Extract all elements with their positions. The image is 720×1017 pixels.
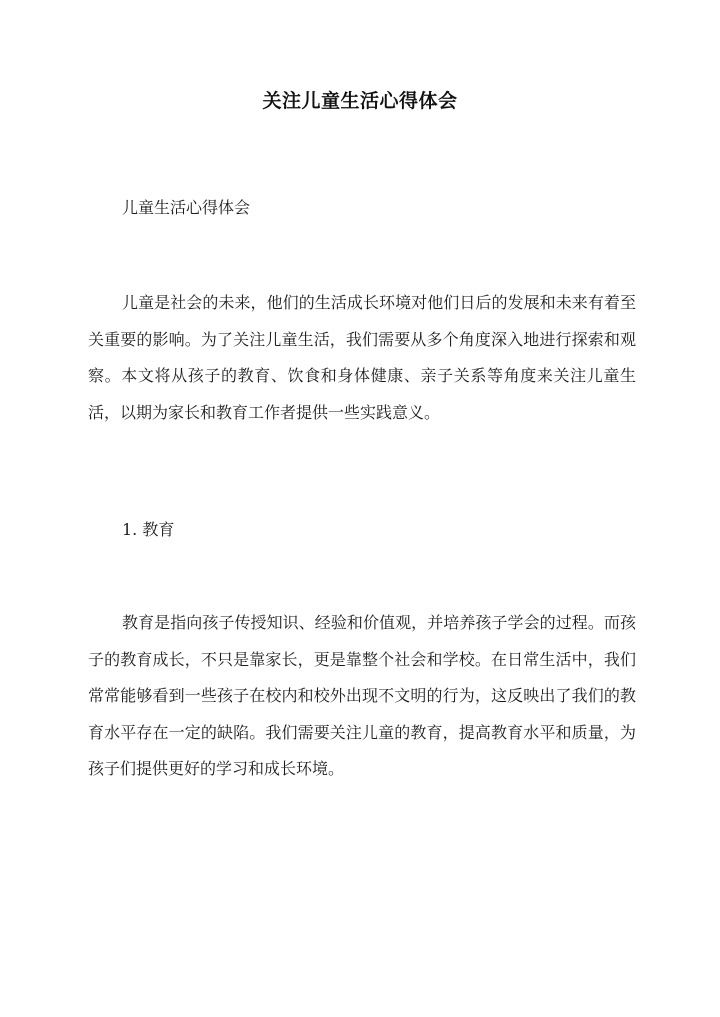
document-subtitle: 儿童生活心得体会 xyxy=(122,198,251,217)
education-paragraph: 教育是指向孩子传授知识、经验和价值观，并培养孩子学会的过程。而孩子的教育成长，不只是靠家长，更是靠整个社会和学校。在日常生活中，我们常常能够看到一些孩子在校内和校外出现不文明的行为，这反映出了我们的教育水平存在一定的缺陷。我们需要关注儿童的教育，提高教育水平和质量，为孩子们提供更好的学习和成长环境。 xyxy=(88,613,636,779)
document-title: 关注儿童生活心得体会 xyxy=(262,90,458,112)
section-heading-education: 1. 教育 xyxy=(122,520,175,539)
intro-paragraph: 儿童是社会的未来，他们的生活成长环境对他们日后的发展和未来有着至关重要的影响。为了关注儿童生活，我们需要从多个角度深入地进行探索和观察。本文将从孩子的教育、饮食和身体健康、亲子关系等角度来关注儿童生活，以期为家长和教育工作者提供一些实践意义。 xyxy=(88,293,636,422)
